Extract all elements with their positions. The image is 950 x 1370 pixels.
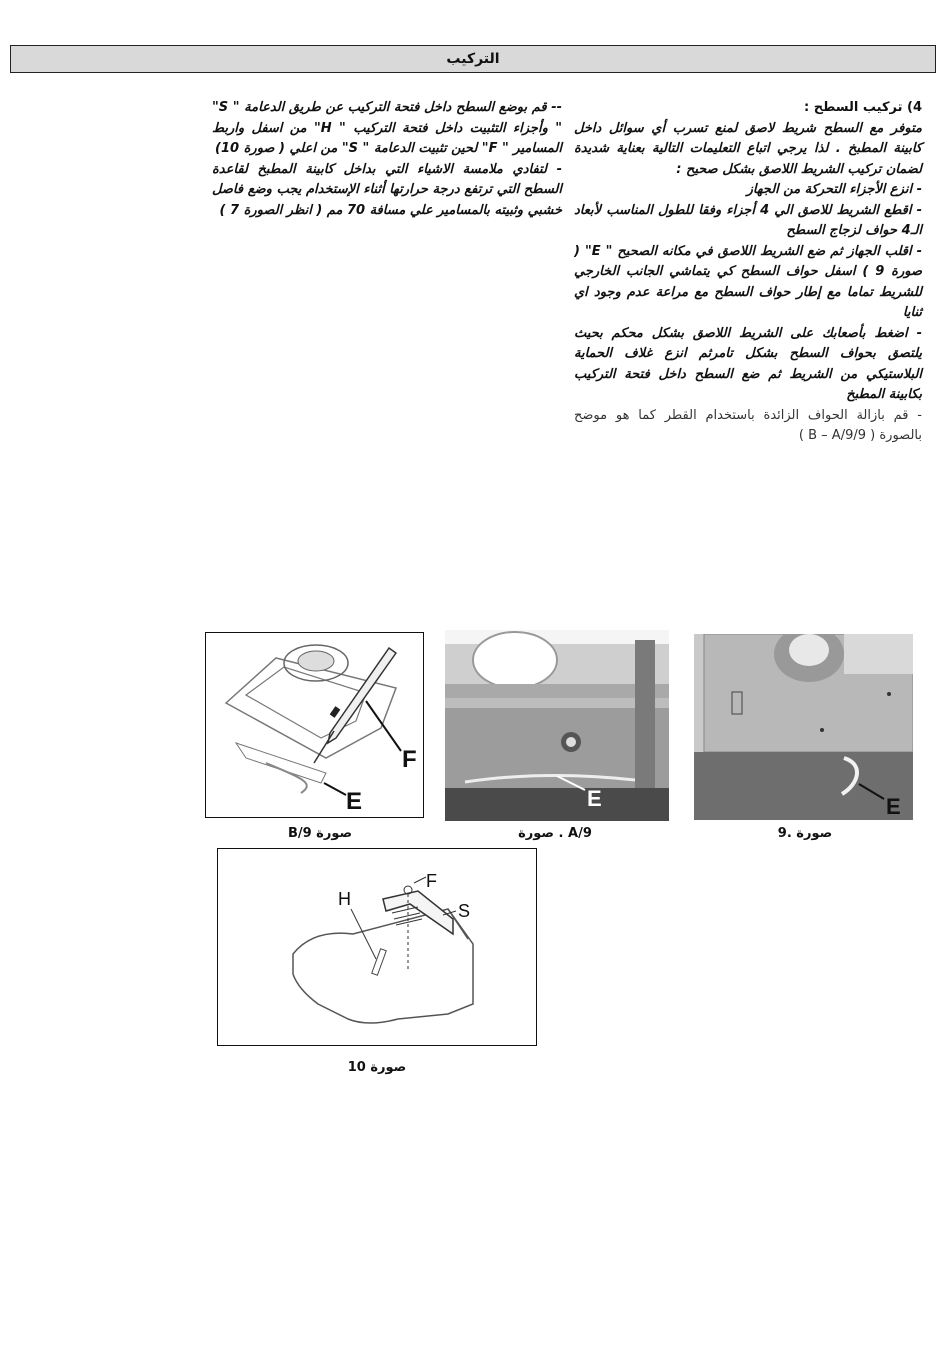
installation-instructions-column bbox=[574, 98, 922, 447]
mounting-instructions-column bbox=[212, 98, 562, 221]
figure-9b bbox=[205, 632, 424, 818]
figure-9b-caption: صورة B/9 bbox=[287, 826, 353, 841]
figure-label: F bbox=[402, 746, 417, 773]
figure-label: F bbox=[426, 871, 437, 891]
instruction-paragraph: - انزع الأجزاء التحركة من الجهاز bbox=[746, 182, 922, 197]
instruction-paragraph: - قم بازالة الحواف الزائدة باستخدام القطر كما هو موضح بالصورة ( 9/B – A/9 ) bbox=[574, 407, 922, 443]
figure-label: H bbox=[338, 889, 351, 909]
figure-label: E bbox=[886, 794, 901, 819]
instruction-paragraph: متوفر مع السطح شريط لاصق لمنع تسرب أي سوائل داخل كابينة المطبخ . لذا يرجي اتباع التعليمات التالية بعناية شديدة لضمان تركيب الشريط اللاصق بشكل صحيح : bbox=[574, 120, 922, 177]
instruction-paragraph: -- قم بوضع السطح داخل فتحة التركيب عن طريق الدعامة " S" " وأجزاء التثبيت داخل فتحة التركيب " H" من اسفل واربط المسامير " F" لحين تثبيت الدعامة " S" من اعلي ( صورة 10) bbox=[212, 100, 562, 156]
section-title: التركيب bbox=[446, 51, 500, 67]
figure-9a bbox=[445, 630, 669, 821]
figure-9a-caption: 9/A . صورة bbox=[518, 826, 592, 841]
figure-10 bbox=[217, 848, 537, 1046]
instruction-paragraph: - اقطع الشريط للاصق الي 4 أجزاء وفقا للطول المناسب لأبعاد الـ4 حواف لزجاج السطح bbox=[574, 202, 922, 238]
figure-label: E bbox=[587, 786, 602, 811]
figure-10-caption: صورة 10 bbox=[347, 1060, 407, 1075]
figure-9 bbox=[694, 634, 913, 820]
section-header bbox=[10, 45, 936, 73]
figure-label: E bbox=[346, 788, 363, 815]
instruction-paragraph: - اقلب الجهاز ثم ضع الشريط اللاصق في مكانه الصحيح " E" ( صورة 9 ) اسفل حواف السطح كي يتماشي الجانب الخارجي للشريط تماما مع إطار حواف السطح مع مراعة عدم وجود اي ثنايا bbox=[574, 243, 922, 320]
instruction-paragraph: - اضغط بأصعابك على الشريط اللاصق بشكل محكم بحيث يلتصق بحواف السطح بشكل تامرثم انزع غلاف الحماية البلاستيكي من الشريط ثم ضع السطح داخل فتحة التركيب بكابينة المطبخ bbox=[574, 325, 922, 402]
instructions-heading: 4) تركيب السطح : bbox=[804, 100, 922, 115]
figure-9-caption: صورة .9 bbox=[777, 826, 833, 841]
figure-label: S bbox=[458, 901, 471, 921]
instruction-paragraph: - لتفادي ملامسة الاشياء التي بداخل كابينة المطبخ لقاعدة السطح التي ترتفع درجة حرارتها أثناء الإستخدام يجب وضع فاصل خشبي وثبيته بالمسامير علي مسافة 70 مم ( انظر الصورة 7 ) bbox=[212, 161, 562, 218]
